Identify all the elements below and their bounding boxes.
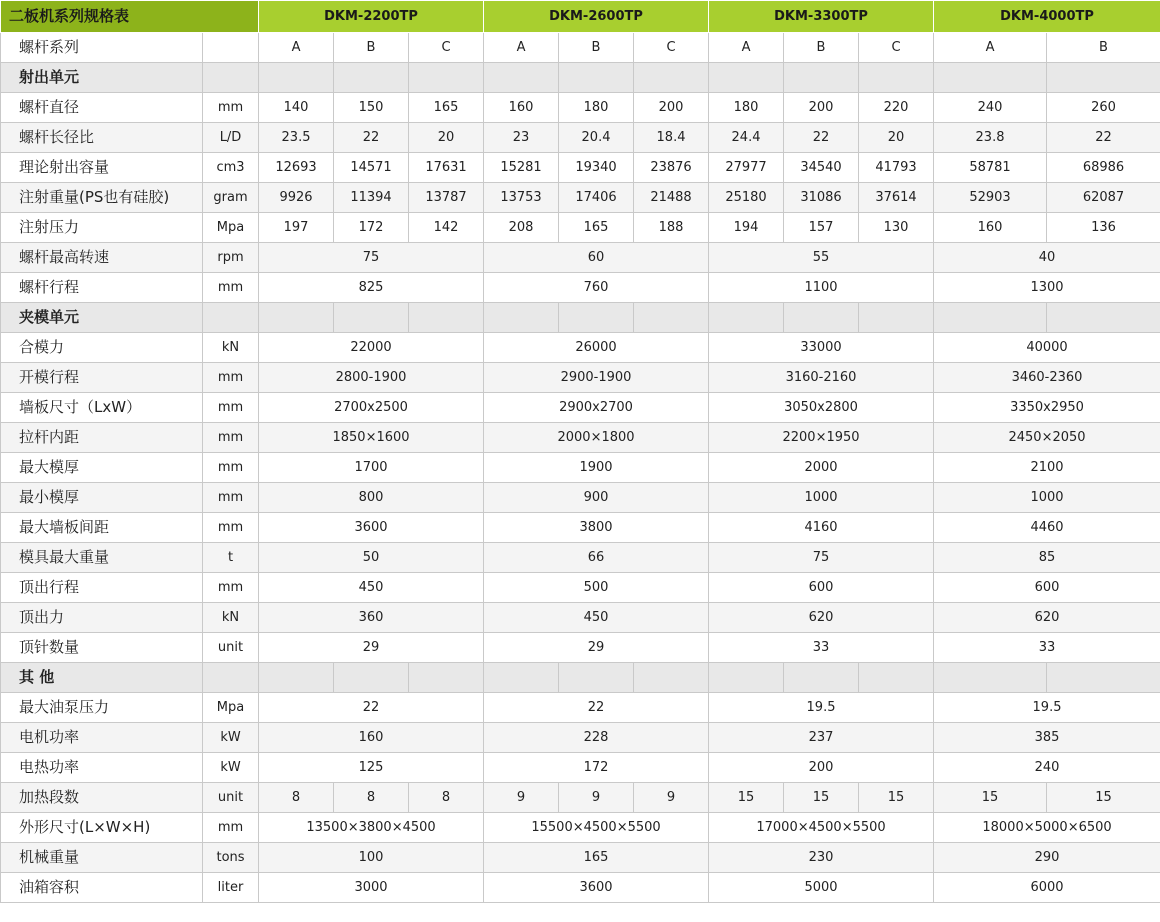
- row-label: 螺杆直径: [1, 93, 203, 123]
- table-row: [1, 33, 1160, 63]
- table-row: [1, 813, 1160, 843]
- row-unit: [203, 33, 259, 63]
- value-cell: 23: [484, 123, 559, 153]
- merged-value-cell: 385: [934, 723, 1160, 753]
- value-cell: 9: [484, 783, 559, 813]
- table-row: [1, 603, 1160, 633]
- merged-value-cell: 1300: [934, 273, 1160, 303]
- model-header: DKM-2600TP: [484, 1, 709, 33]
- value-cell: B: [784, 33, 859, 63]
- merged-value-cell: 800: [259, 483, 484, 513]
- value-cell: 180: [559, 93, 634, 123]
- merged-value-cell: 240: [934, 753, 1160, 783]
- value-cell: 15: [859, 783, 934, 813]
- merged-value-cell: 5000: [709, 873, 934, 903]
- row-label: 墙板尺寸（LxW）: [1, 393, 203, 423]
- merged-value-cell: 2900x2700: [484, 393, 709, 423]
- section-cell: [784, 663, 859, 693]
- merged-value-cell: 3460-2360: [934, 363, 1160, 393]
- row-label: 最大墙板间距: [1, 513, 203, 543]
- value-cell: 197: [259, 213, 334, 243]
- value-cell: 220: [859, 93, 934, 123]
- row-unit: gram: [203, 183, 259, 213]
- value-cell: 15: [934, 783, 1047, 813]
- table-row: [1, 123, 1160, 153]
- value-cell: 150: [334, 93, 409, 123]
- value-cell: 21488: [634, 183, 709, 213]
- value-cell: 20: [409, 123, 484, 153]
- value-cell: 15281: [484, 153, 559, 183]
- merged-value-cell: 60: [484, 243, 709, 273]
- row-label: 最大模厚: [1, 453, 203, 483]
- value-cell: 9926: [259, 183, 334, 213]
- table-row: [1, 243, 1160, 273]
- merged-value-cell: 500: [484, 573, 709, 603]
- value-cell: A: [709, 33, 784, 63]
- table-row: [1, 573, 1160, 603]
- merged-value-cell: 3350x2950: [934, 393, 1160, 423]
- value-cell: 200: [634, 93, 709, 123]
- merged-value-cell: 22000: [259, 333, 484, 363]
- value-cell: 8: [409, 783, 484, 813]
- table-row: [1, 393, 1160, 423]
- row-label: 电热功率: [1, 753, 203, 783]
- row-unit: Mpa: [203, 693, 259, 723]
- table-row: [1, 873, 1160, 903]
- section-cell: [859, 663, 934, 693]
- table-row: [1, 453, 1160, 483]
- merged-value-cell: 66: [484, 543, 709, 573]
- row-unit: kN: [203, 333, 259, 363]
- row-label: 螺杆行程: [1, 273, 203, 303]
- merged-value-cell: 40: [934, 243, 1160, 273]
- value-cell: 17631: [409, 153, 484, 183]
- model-header: DKM-3300TP: [709, 1, 934, 33]
- section-cell: [484, 63, 559, 93]
- value-cell: 25180: [709, 183, 784, 213]
- merged-value-cell: 2100: [934, 453, 1160, 483]
- value-cell: B: [559, 33, 634, 63]
- value-cell: 18.4: [634, 123, 709, 153]
- merged-value-cell: 450: [484, 603, 709, 633]
- merged-value-cell: 1000: [709, 483, 934, 513]
- merged-value-cell: 29: [484, 633, 709, 663]
- row-unit: mm: [203, 363, 259, 393]
- table-row: [1, 153, 1160, 183]
- model-header: DKM-2200TP: [259, 1, 484, 33]
- row-label: 最小模厚: [1, 483, 203, 513]
- value-cell: 157: [784, 213, 859, 243]
- merged-value-cell: 3160-2160: [709, 363, 934, 393]
- section-cell: [784, 63, 859, 93]
- value-cell: A: [259, 33, 334, 63]
- merged-value-cell: 2800-1900: [259, 363, 484, 393]
- merged-value-cell: 75: [259, 243, 484, 273]
- merged-value-cell: 2200×1950: [709, 423, 934, 453]
- section-row: [1, 663, 1160, 693]
- merged-value-cell: 2700x2500: [259, 393, 484, 423]
- value-cell: 240: [934, 93, 1047, 123]
- section-cell: [859, 303, 934, 333]
- table-row: [1, 423, 1160, 453]
- section-cell: [334, 63, 409, 93]
- row-unit: kW: [203, 753, 259, 783]
- section-cell: [634, 663, 709, 693]
- row-label: 最大油泵压力: [1, 693, 203, 723]
- section-cell: [259, 303, 334, 333]
- row-unit: mm: [203, 813, 259, 843]
- merged-value-cell: 620: [709, 603, 934, 633]
- section-cell: [709, 663, 784, 693]
- merged-value-cell: 200: [709, 753, 934, 783]
- section-cell: [934, 663, 1047, 693]
- row-label: 注射重量(PS也有硅胶): [1, 183, 203, 213]
- table-row: [1, 783, 1160, 813]
- merged-value-cell: 50: [259, 543, 484, 573]
- section-cell: [1047, 63, 1160, 93]
- section-unit-cell: [203, 63, 259, 93]
- merged-value-cell: 900: [484, 483, 709, 513]
- value-cell: 12693: [259, 153, 334, 183]
- row-unit: mm: [203, 393, 259, 423]
- table-row: [1, 93, 1160, 123]
- section-title: 射出单元: [1, 63, 203, 93]
- table-row: [1, 213, 1160, 243]
- value-cell: 260: [1047, 93, 1160, 123]
- section-row: [1, 63, 1160, 93]
- value-cell: 9: [559, 783, 634, 813]
- row-label: 螺杆最高转速: [1, 243, 203, 273]
- row-unit: t: [203, 543, 259, 573]
- row-unit: cm3: [203, 153, 259, 183]
- value-cell: 140: [259, 93, 334, 123]
- merged-value-cell: 17000×4500×5500: [709, 813, 934, 843]
- value-cell: 20.4: [559, 123, 634, 153]
- row-unit: mm: [203, 423, 259, 453]
- merged-value-cell: 600: [934, 573, 1160, 603]
- merged-value-cell: 18000×5000×6500: [934, 813, 1160, 843]
- table-row: [1, 543, 1160, 573]
- value-cell: 165: [409, 93, 484, 123]
- table-row: [1, 273, 1160, 303]
- value-cell: 19340: [559, 153, 634, 183]
- value-cell: 136: [1047, 213, 1160, 243]
- table-row: [1, 693, 1160, 723]
- value-cell: 37614: [859, 183, 934, 213]
- value-cell: 68986: [1047, 153, 1160, 183]
- value-cell: 14571: [334, 153, 409, 183]
- section-cell: [709, 63, 784, 93]
- section-cell: [784, 303, 859, 333]
- row-label: 开模行程: [1, 363, 203, 393]
- merged-value-cell: 290: [934, 843, 1160, 873]
- value-cell: 11394: [334, 183, 409, 213]
- header-row: [1, 1, 1160, 33]
- table-row: [1, 513, 1160, 543]
- value-cell: 23.5: [259, 123, 334, 153]
- merged-value-cell: 2000: [709, 453, 934, 483]
- row-unit: unit: [203, 633, 259, 663]
- merged-value-cell: 22: [484, 693, 709, 723]
- merged-value-cell: 2450×2050: [934, 423, 1160, 453]
- row-label: 理论射出容量: [1, 153, 203, 183]
- section-cell: [1047, 303, 1160, 333]
- section-cell: [484, 303, 559, 333]
- row-unit: mm: [203, 93, 259, 123]
- section-cell: [634, 63, 709, 93]
- row-unit: mm: [203, 483, 259, 513]
- section-unit-cell: [203, 303, 259, 333]
- section-cell: [934, 303, 1047, 333]
- table-row: [1, 843, 1160, 873]
- merged-value-cell: 230: [709, 843, 934, 873]
- table-row: [1, 363, 1160, 393]
- value-cell: 34540: [784, 153, 859, 183]
- value-cell: 208: [484, 213, 559, 243]
- merged-value-cell: 40000: [934, 333, 1160, 363]
- value-cell: 27977: [709, 153, 784, 183]
- table-row: [1, 183, 1160, 213]
- merged-value-cell: 1850×1600: [259, 423, 484, 453]
- value-cell: 24.4: [709, 123, 784, 153]
- row-label: 顶出行程: [1, 573, 203, 603]
- merged-value-cell: 165: [484, 843, 709, 873]
- value-cell: A: [934, 33, 1047, 63]
- row-unit: kW: [203, 723, 259, 753]
- value-cell: 22: [1047, 123, 1160, 153]
- value-cell: 20: [859, 123, 934, 153]
- row-label: 电机功率: [1, 723, 203, 753]
- value-cell: 200: [784, 93, 859, 123]
- merged-value-cell: 760: [484, 273, 709, 303]
- merged-value-cell: 55: [709, 243, 934, 273]
- merged-value-cell: 172: [484, 753, 709, 783]
- model-header: DKM-4000TP: [934, 1, 1160, 33]
- row-label: 合模力: [1, 333, 203, 363]
- merged-value-cell: 4160: [709, 513, 934, 543]
- value-cell: 160: [484, 93, 559, 123]
- merged-value-cell: 85: [934, 543, 1160, 573]
- section-cell: [409, 63, 484, 93]
- row-label: 机械重量: [1, 843, 203, 873]
- value-cell: C: [634, 33, 709, 63]
- value-cell: 9: [634, 783, 709, 813]
- row-unit: mm: [203, 573, 259, 603]
- merged-value-cell: 620: [934, 603, 1160, 633]
- value-cell: 188: [634, 213, 709, 243]
- row-unit: rpm: [203, 243, 259, 273]
- value-cell: 13787: [409, 183, 484, 213]
- merged-value-cell: 600: [709, 573, 934, 603]
- merged-value-cell: 2000×1800: [484, 423, 709, 453]
- value-cell: 58781: [934, 153, 1047, 183]
- row-label: 螺杆系列: [1, 33, 203, 63]
- row-unit: mm: [203, 513, 259, 543]
- merged-value-cell: 3600: [484, 873, 709, 903]
- row-unit: tons: [203, 843, 259, 873]
- row-label: 注射压力: [1, 213, 203, 243]
- table-row: [1, 753, 1160, 783]
- table-title: 二板机系列规格表: [1, 1, 259, 33]
- section-cell: [334, 303, 409, 333]
- merged-value-cell: 19.5: [709, 693, 934, 723]
- value-cell: 180: [709, 93, 784, 123]
- value-cell: 23876: [634, 153, 709, 183]
- merged-value-cell: 33: [934, 633, 1160, 663]
- value-cell: 41793: [859, 153, 934, 183]
- section-cell: [934, 63, 1047, 93]
- merged-value-cell: 6000: [934, 873, 1160, 903]
- row-unit: Mpa: [203, 213, 259, 243]
- merged-value-cell: 33: [709, 633, 934, 663]
- row-label: 顶出力: [1, 603, 203, 633]
- section-row: [1, 303, 1160, 333]
- merged-value-cell: 450: [259, 573, 484, 603]
- value-cell: A: [484, 33, 559, 63]
- value-cell: 13753: [484, 183, 559, 213]
- value-cell: C: [859, 33, 934, 63]
- section-cell: [484, 663, 559, 693]
- section-unit-cell: [203, 663, 259, 693]
- row-unit: mm: [203, 273, 259, 303]
- table-row: [1, 633, 1160, 663]
- merged-value-cell: 75: [709, 543, 934, 573]
- table-row: [1, 333, 1160, 363]
- row-label: 油箱容积: [1, 873, 203, 903]
- merged-value-cell: 3800: [484, 513, 709, 543]
- merged-value-cell: 13500×3800×4500: [259, 813, 484, 843]
- value-cell: 15: [709, 783, 784, 813]
- merged-value-cell: 100: [259, 843, 484, 873]
- merged-value-cell: 1100: [709, 273, 934, 303]
- merged-value-cell: 2900-1900: [484, 363, 709, 393]
- value-cell: 172: [334, 213, 409, 243]
- value-cell: 23.8: [934, 123, 1047, 153]
- section-cell: [559, 663, 634, 693]
- row-label: 模具最大重量: [1, 543, 203, 573]
- value-cell: 194: [709, 213, 784, 243]
- value-cell: 22: [784, 123, 859, 153]
- merged-value-cell: 4460: [934, 513, 1160, 543]
- section-cell: [409, 663, 484, 693]
- row-unit: liter: [203, 873, 259, 903]
- merged-value-cell: 360: [259, 603, 484, 633]
- value-cell: 31086: [784, 183, 859, 213]
- merged-value-cell: 29: [259, 633, 484, 663]
- row-unit: mm: [203, 453, 259, 483]
- value-cell: 15: [1047, 783, 1160, 813]
- row-label: 螺杆长径比: [1, 123, 203, 153]
- merged-value-cell: 160: [259, 723, 484, 753]
- merged-value-cell: 19.5: [934, 693, 1160, 723]
- value-cell: 8: [334, 783, 409, 813]
- row-label: 外形尺寸(L×W×H): [1, 813, 203, 843]
- merged-value-cell: 3000: [259, 873, 484, 903]
- value-cell: 160: [934, 213, 1047, 243]
- merged-value-cell: 1700: [259, 453, 484, 483]
- section-cell: [709, 303, 784, 333]
- section-cell: [559, 63, 634, 93]
- row-unit: L/D: [203, 123, 259, 153]
- table-row: [1, 483, 1160, 513]
- section-cell: [259, 663, 334, 693]
- merged-value-cell: 22: [259, 693, 484, 723]
- merged-value-cell: 33000: [709, 333, 934, 363]
- section-cell: [409, 303, 484, 333]
- value-cell: 142: [409, 213, 484, 243]
- value-cell: 165: [559, 213, 634, 243]
- section-cell: [859, 63, 934, 93]
- value-cell: B: [334, 33, 409, 63]
- row-unit: kN: [203, 603, 259, 633]
- merged-value-cell: 237: [709, 723, 934, 753]
- value-cell: 8: [259, 783, 334, 813]
- row-label: 顶针数量: [1, 633, 203, 663]
- section-cell: [559, 303, 634, 333]
- section-cell: [634, 303, 709, 333]
- value-cell: B: [1047, 33, 1160, 63]
- merged-value-cell: 3050x2800: [709, 393, 934, 423]
- merged-value-cell: 1900: [484, 453, 709, 483]
- merged-value-cell: 1000: [934, 483, 1160, 513]
- value-cell: 130: [859, 213, 934, 243]
- section-title: 其 他: [1, 663, 203, 693]
- section-cell: [334, 663, 409, 693]
- row-unit: unit: [203, 783, 259, 813]
- value-cell: 62087: [1047, 183, 1160, 213]
- section-title: 夹模单元: [1, 303, 203, 333]
- row-label: 拉杆内距: [1, 423, 203, 453]
- value-cell: C: [409, 33, 484, 63]
- merged-value-cell: 228: [484, 723, 709, 753]
- merged-value-cell: 125: [259, 753, 484, 783]
- merged-value-cell: 26000: [484, 333, 709, 363]
- section-cell: [259, 63, 334, 93]
- value-cell: 15: [784, 783, 859, 813]
- value-cell: 52903: [934, 183, 1047, 213]
- value-cell: 22: [334, 123, 409, 153]
- value-cell: 17406: [559, 183, 634, 213]
- row-label: 加热段数: [1, 783, 203, 813]
- merged-value-cell: 15500×4500×5500: [484, 813, 709, 843]
- table-row: [1, 723, 1160, 753]
- merged-value-cell: 3600: [259, 513, 484, 543]
- section-cell: [1047, 663, 1160, 693]
- merged-value-cell: 825: [259, 273, 484, 303]
